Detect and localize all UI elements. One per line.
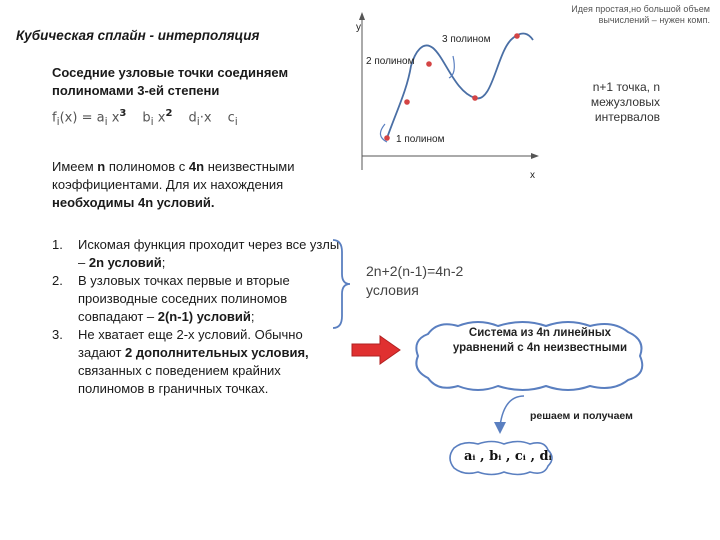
- top-note: Идея простая,но большой объем вычислений – нужен комп.: [571, 4, 710, 25]
- node-point: [472, 95, 478, 101]
- system-text: Система из 4n линейных уравнений с 4n неизвестными: [452, 327, 628, 354]
- red-arrow: [350, 334, 402, 366]
- list-item: 2. В узловых точках первые и вторые производные соседних полиномов совпадают – 2(n-1) условий;: [52, 273, 290, 324]
- spline-formula: $f_i(x) = a_i$ $x^3$ $b_i$ $x^2$ $d_i\cdot x$ $c_i$: [52, 108, 238, 128]
- conditions-count: 2n+2(n-1)=4n-2 условия: [366, 263, 464, 298]
- unknowns-paragraph: Имеем n полиномов с 4n неизвестными коэффициентами. Для их нахождения необходимы 4n условий.: [52, 159, 295, 210]
- nodes-note: n+1 точка, n межузловых интервалов: [590, 80, 660, 124]
- spline-curve: [387, 34, 533, 138]
- intro-text: Соседние узловые точки соединяем полиномами 3-ей степени: [52, 65, 289, 98]
- poly3-label: 3 полином: [442, 34, 491, 45]
- node-point: [426, 61, 432, 67]
- right-brace: [330, 238, 354, 330]
- y-axis-label: y: [356, 22, 361, 33]
- list-item: 1. Искомая функция проходит через все узлы – 2n условий;: [52, 237, 340, 270]
- curved-arrow: [484, 392, 534, 438]
- node-point: [384, 135, 390, 141]
- node-point: [404, 99, 410, 105]
- conditions-list: [52, 236, 342, 398]
- node-point: [514, 33, 520, 39]
- x-axis-label: x: [530, 170, 535, 181]
- poly2-label: 2 полином: [366, 56, 415, 67]
- poly1-label: 1 полином: [396, 134, 445, 145]
- answer-text: aᵢ , bᵢ , cᵢ , dᵢ: [464, 449, 552, 464]
- spline-graph: [345, 0, 545, 180]
- slide-title: Кубическая сплайн - интерполяция: [16, 28, 260, 43]
- list-item: 3. Не хватает еще 2-х условий. Обычно задают 2 дополнительных условия, связанных с поведением крайних полиномов в граничных точках.: [52, 327, 309, 396]
- solve-text: решаем и получаем: [530, 410, 633, 422]
